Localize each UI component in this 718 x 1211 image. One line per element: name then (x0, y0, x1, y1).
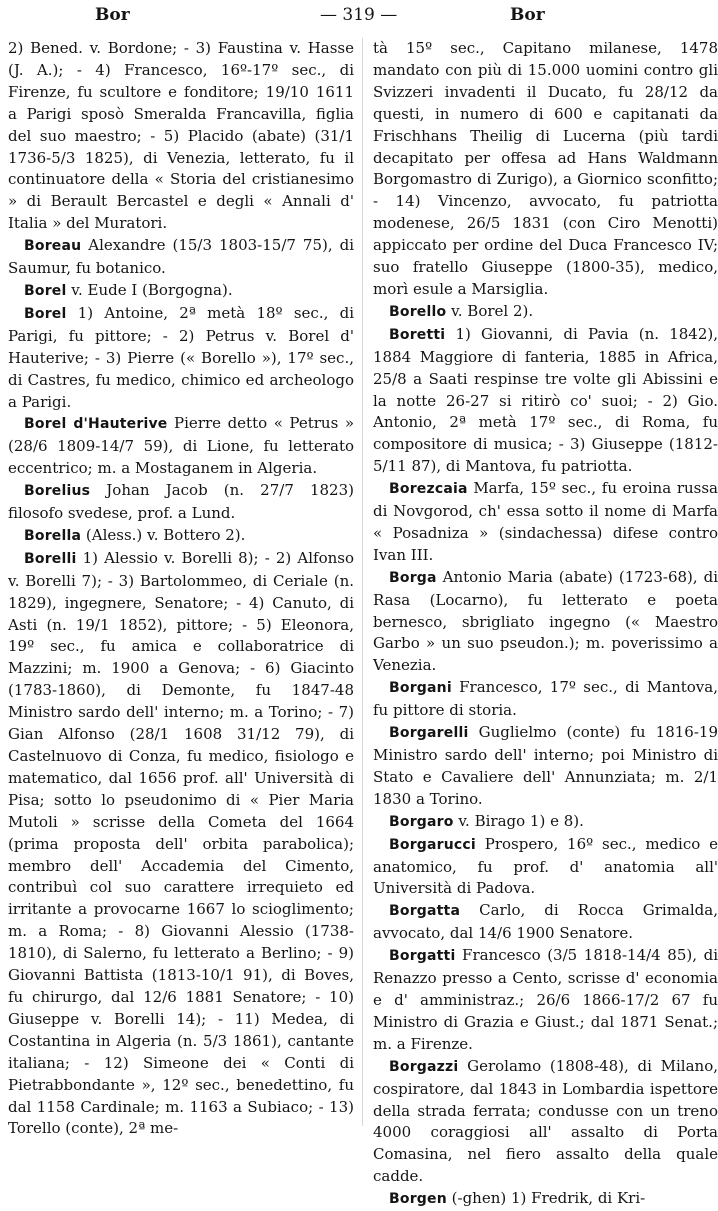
page-header (0, 0, 718, 32)
page-number: — 319 — (320, 5, 398, 25)
dictionary-entry (373, 478, 718, 567)
left-column (8, 38, 354, 1138)
entry-headword: Borgani (389, 680, 452, 697)
dictionary-entry (8, 548, 354, 1140)
dictionary-entry (373, 811, 718, 834)
dictionary-entry (373, 834, 718, 901)
running-head-left: Bor (95, 5, 130, 25)
dictionary-entry (373, 1056, 718, 1188)
entry-headword: Borezcaia (389, 481, 468, 498)
entry-headword: Borgen (389, 1191, 447, 1208)
dictionary-entry (8, 480, 354, 525)
entry-text: v. Eude I (Borgogna). (66, 280, 233, 299)
dictionary-entry (373, 722, 718, 811)
dictionary-entry (8, 303, 354, 414)
entry-continuation (8, 38, 354, 235)
entry-headword: Borel (24, 305, 67, 322)
entry-headword: Borgaro (389, 813, 454, 830)
dictionary-entry (373, 567, 718, 678)
dictionary-entry (8, 525, 354, 548)
right-column (373, 38, 718, 1208)
entry-text: Prospero, 16º sec., medico e anatomico, fu prof. d' anatomia all' Università di Padova. (373, 834, 718, 898)
entry-text: v. Borel 2). (446, 301, 534, 320)
entry-headword: Borga (389, 569, 437, 586)
entry-text: (Aless.) v. Bottero 2). (81, 525, 246, 544)
entry-headword: Borgazzi (389, 1058, 459, 1075)
entry-text: v. Birago 1) e 8). (453, 811, 584, 830)
dictionary-entry (373, 677, 718, 722)
entry-text: 1) Antoine, 2ª metà 18º sec., di Parigi, fu pittore; - 2) Petrus v. Borel d' Hauterive; - 3) Pierre (« Borello »), 17º sec., di Castres, fu medico, chimico ed archeologo a Parigi. (8, 303, 354, 411)
entry-continuation (373, 38, 718, 301)
entry-text: Francesco, 17º sec., di Mantova, fu pittore di storia. (373, 678, 718, 720)
entry-headword: Borgarucci (389, 836, 476, 853)
entry-headword: Borgatta (389, 903, 461, 920)
entry-headword: Borgarelli (389, 725, 469, 742)
entry-text: Antonio Maria (abate) (1723-68), di Rasa (Locarno), fu letterato e poeta bernesco, sbrigliato ingegno (« Maestro Garbo » un suo pseudon.); m. poverissimo a Venezia. (373, 567, 718, 675)
dictionary-entry (373, 900, 718, 945)
entry-headword: Borella (24, 527, 82, 544)
entry-headword: Borello (389, 303, 447, 320)
entry-headword: Borel (24, 282, 67, 299)
entry-text: Pierre detto « Petrus » (28/6 1809-14/7 59), di Lione, fu letterato eccentrico; m. a Mostaganem in Algeria. (8, 414, 354, 478)
entry-headword: Borel d'Hauterive (24, 416, 168, 433)
entry-text: 1) Giovanni, di Pavia (n. 1842), 1884 Maggiore di fanteria, 1885 in Africa, 25/8 a Saati respinse tre volte gli Abissini e la notte 26-27 si ritirò co' suoi; - 2) Gio. Antonio, 2ª metà 17º sec., di Roma, fu compositore di musica; - 3) Giuseppe (1812-5/11 87), di Mantova, fu patriotta. (373, 324, 718, 476)
entry-text: Alexandre (15/3 1803-15/7 75), di Saumur, fu botanico. (8, 236, 354, 278)
dictionary-entry (373, 301, 718, 324)
running-head-right: Bor (510, 5, 545, 25)
entry-headword: Borelius (24, 483, 91, 500)
entry-text: 1) Alessio v. Borelli 8); - 2) Alfonso v. Borelli 7); - 3) Bartolommeo, di Ceriale (n. 1829), ingegnere, Senatore; - 4) Canuto, di Asti (n. 19/1 1852), pittore; - 5) Eleonora, 19º sec., fu amica e collaboratrice di Mazzini; m. 1900 a Genova; - 6) Giacinto (1783-1860), di Demonte, fu 1847-48 Ministro sardo dell' interno; m. a Torino; - 7) Gian Alfonso (28/1 1608 31/12 79), di Castelnuovo di Conza, fu medico, fisiologo e matematico, dal 1656 prof. all' Università di Pisa; sotto lo pseudonimo di « Pier Maria Mutoli » scrisse della Cometa del 1664 (prima proposta dell' orbita parabolica); membro dell' Accademia del Cimento, contribuì col suo carattere irrequieto ed irritante a provocarne 1667 lo scioglimento; m. a Roma; - 8) Giovanni Alessio (1738-1810), di Salerno, fu letterato a Berlino; - 9) Giovanni Battista (1813-10/1 91), di Boves, fu chirurgo, dal 12/6 1881 Senatore; - 10) Giuseppe v. Borelli 14); - 11) Medea, di Costantina in Algeria (n. 5/3 1861), cantante italiana; - 12) Simeone dei « Conti di Pietrabbondante », 12º sec., benedettino, fu dal 1158 Cardinale; m. 1163 a Subiaco; - 13) Torello (conte), 2ª me- (8, 548, 354, 1138)
dictionary-entry (8, 280, 354, 303)
entry-headword: Borgatti (389, 948, 456, 965)
entry-text: tà 15º sec., Capitano milanese, 1478 mandato con più di 15.000 uomini contro gli Svizzeri invadenti il Ducato, fu 28/12 da questi, in numero di 600 e capitanati da Frischhans Theilig di Lucerna (più tardi decapitato per offesa ad Hans Waldmann Borgomastro di Zurigo), a Giornico sconfitto; - 14) Vincenzo, avvocato, fu patriotta modenese, 26/5 1831 (con Ciro Menotti) appiccato per ordine del Duca Francesco IV; suo fratello Giuseppe (1800-35), medico, morì esule a Marsiglia. (373, 39, 718, 298)
entry-text: Marfa, 15º sec., fu eroina russa di Novgorod, ch' essa sotto il nome di Marfa « Posadniza » (sindachessa) difese contro Ivan III. (373, 479, 718, 564)
entry-text: Carlo, di Rocca Grimalda, avvocato, dal 14/6 1900 Senatore. (373, 901, 718, 943)
dictionary-entry (8, 235, 354, 280)
entry-text: Francesco (3/5 1818-14/4 85), di Renazzo presso a Cento, scrisse d' economia e d' amministraz.; 26/6 1866-17/2 67 fu Ministro di Grazia e Giust.; dal 1871 Senat.; m. a Firenze. (373, 946, 718, 1053)
dictionary-entry (8, 413, 354, 480)
entry-headword: Borelli (24, 550, 77, 567)
entry-text: (-ghen) 1) Fredrik, di Kri- (446, 1189, 646, 1208)
entry-text: Guglielmo (conte) fu 1816-19 Ministro sardo dell' interno; poi Ministro di Stato e Cavaliere dell' Annunziata; m. 2/1 1830 a Torino. (373, 723, 718, 808)
dictionary-entry (373, 945, 718, 1056)
dictionary-entry (373, 1188, 718, 1211)
entry-headword: Boretti (389, 326, 446, 343)
entry-headword: Boreau (24, 238, 82, 255)
entry-text: Gerolamo (1808-48), di Milano, cospiratore, dal 1843 in Lombardia ispettore della strada ferrata; condusse con un treno 4000 coraggiosi all' assalto di Porta Comasina, nel fiero assalto della quale cadde. (373, 1056, 718, 1186)
entry-text: 2) Bened. v. Bordone; - 3) Faustina v. Hasse (J. A.); - 4) Francesco, 16º-17º sec., di Firenze, fu scultore e fonditore; 19/10 1611 a Parigi sposò Smeralda Francavilla, figlia del suo maestro; - 5) Placido (abate) (31/1 1736-5/3 1825), di Venezia, letterato, fu il continuatore della « Storia del cristianesimo » di Berault Bercastel e degli « Annali d' Italia » del Muratori. (8, 39, 354, 233)
entry-text: Johan Jacob (n. 27/7 1823) filosofo svedese, prof. a Lund. (8, 481, 354, 523)
column-divider (362, 38, 363, 1126)
dictionary-entry (373, 324, 718, 478)
